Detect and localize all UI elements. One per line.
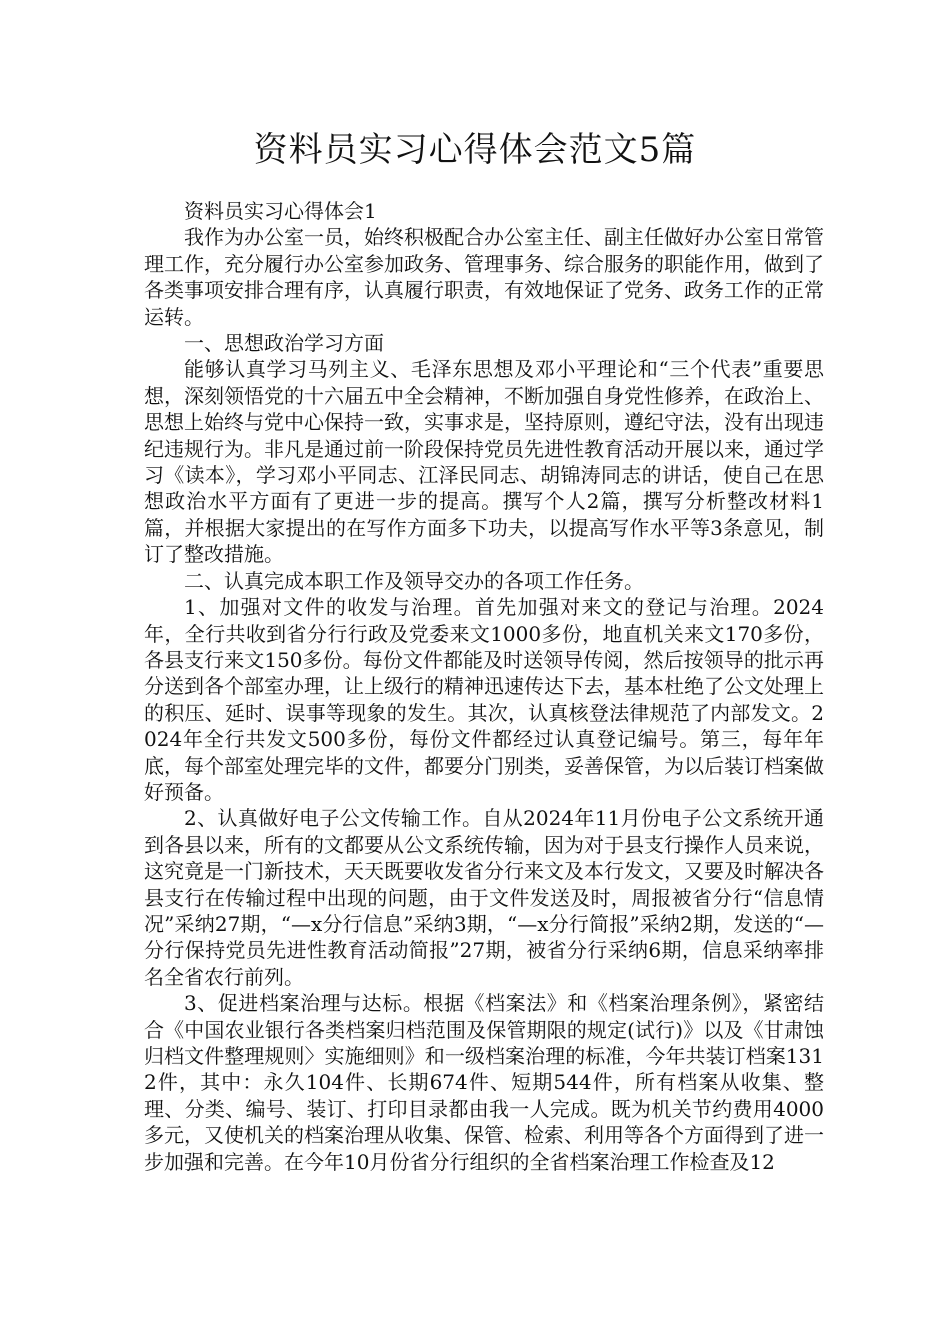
paragraph-document-handling: 1、加强对文件的收发与治理。首先加强对来文的登记与治理。2024年，全行共收到省分行行政及党委来文1000多份，地直机关来文170多份，各县支行来文150多份。每份文件都能及时送领导传阅，然后按领导的批示再分送到各个部室办理，让上级行的精神迅速传达下去，基本杜绝了公文处理上的积压、延时、误事等现象的发生。其次，认真核登法律规范了内部发文。2024年全行共发文500多份，每份文件都经过认真登记编号。第三，每年年底，每个部室处理完毕的文件，都要分门别类，妥善保管，为以后装订档案做好预备。	[144, 595, 824, 804]
document-body	[144, 198, 824, 1175]
document-title: 资料员实习心得体会范文5篇	[253, 130, 697, 170]
subheading-duties: 二、认真完成本职工作及领导交办的各项工作任务。	[184, 568, 644, 593]
paragraph-electronic-transmission: 2、认真做好电子公文传输工作。自从2024年11月份电子公文系统开通到各县以来，所有的文都要从公文系统传输，因为对于县支行操作人员来说，这究竟是一门新技术，天天既要收发省分行来文及本行发文，又要及时解决各县支行在传输过程中出现的问题，由于文件发送及时，周报被省分行“信息情况”采纳27期，“—x分行信息”采纳3期，“—x分行简报”采纳2期，发送的“—分行保持党员先进性教育活动简报”27期，被省分行采纳6期，信息采纳率排名全省农行前列。	[144, 806, 824, 989]
section-heading-1: 资料员实习心得体会1	[184, 199, 377, 223]
paragraph-intro: 我作为办公室一员，始终积极配合办公室主任、副主任做好办公室日常管理工作，充分履行办公室参加政务、管理事务、综合服务的职能作用，做到了各类事项安排合理有序，认真履行职责，有效地保证了党务、政务工作的正常运转。	[144, 225, 824, 329]
paragraph-archive-management: 3、促进档案治理与达标。根据《档案法》和《档案治理条例》，紧密结合《中国农业银行各类档案归档范围及保管期限的规定(试行)》以及《甘肃蚀归档文件整理规则〉实施细则》和一级档案治理的标准，今年共装订档案1312件，其中：永久104件、长期674件、短期544件，所有档案从收集、整理、分类、编号、装订、打印目录都由我一人完成。既为机关节约费用4000多元，又使机关的档案治理从收集、保管、检索、利用等各个方面得到了进一步加强和完善。在今年10月份省分行组织的全省档案治理工作检查及12	[144, 991, 824, 1174]
paragraph-political-study: 能够认真学习马列主义、毛泽东思想及邓小平理论和“三个代表”重要思想，深刻领悟党的十六届五中全会精神，不断加强自身党性修养，在政治上、思想上始终与党中心保持一致，实事求是，坚持原则，遵纪守法，没有出现违纪违规行为。非凡是通过前一阶段保持党员先进性教育活动开展以来，通过学习《读本》，学习邓小平同志、江泽民同志、胡锦涛同志的讲话，使自己在思想政治水平方面有了更进一步的提高。撰写个人2篇，撰写分析整改材料1篇，并根据大家提出的在写作方面多下功夫，以提高写作水平等3条意见，制订了整改措施。	[144, 357, 824, 567]
subheading-political-study: 一、思想政治学习方面	[184, 331, 384, 356]
